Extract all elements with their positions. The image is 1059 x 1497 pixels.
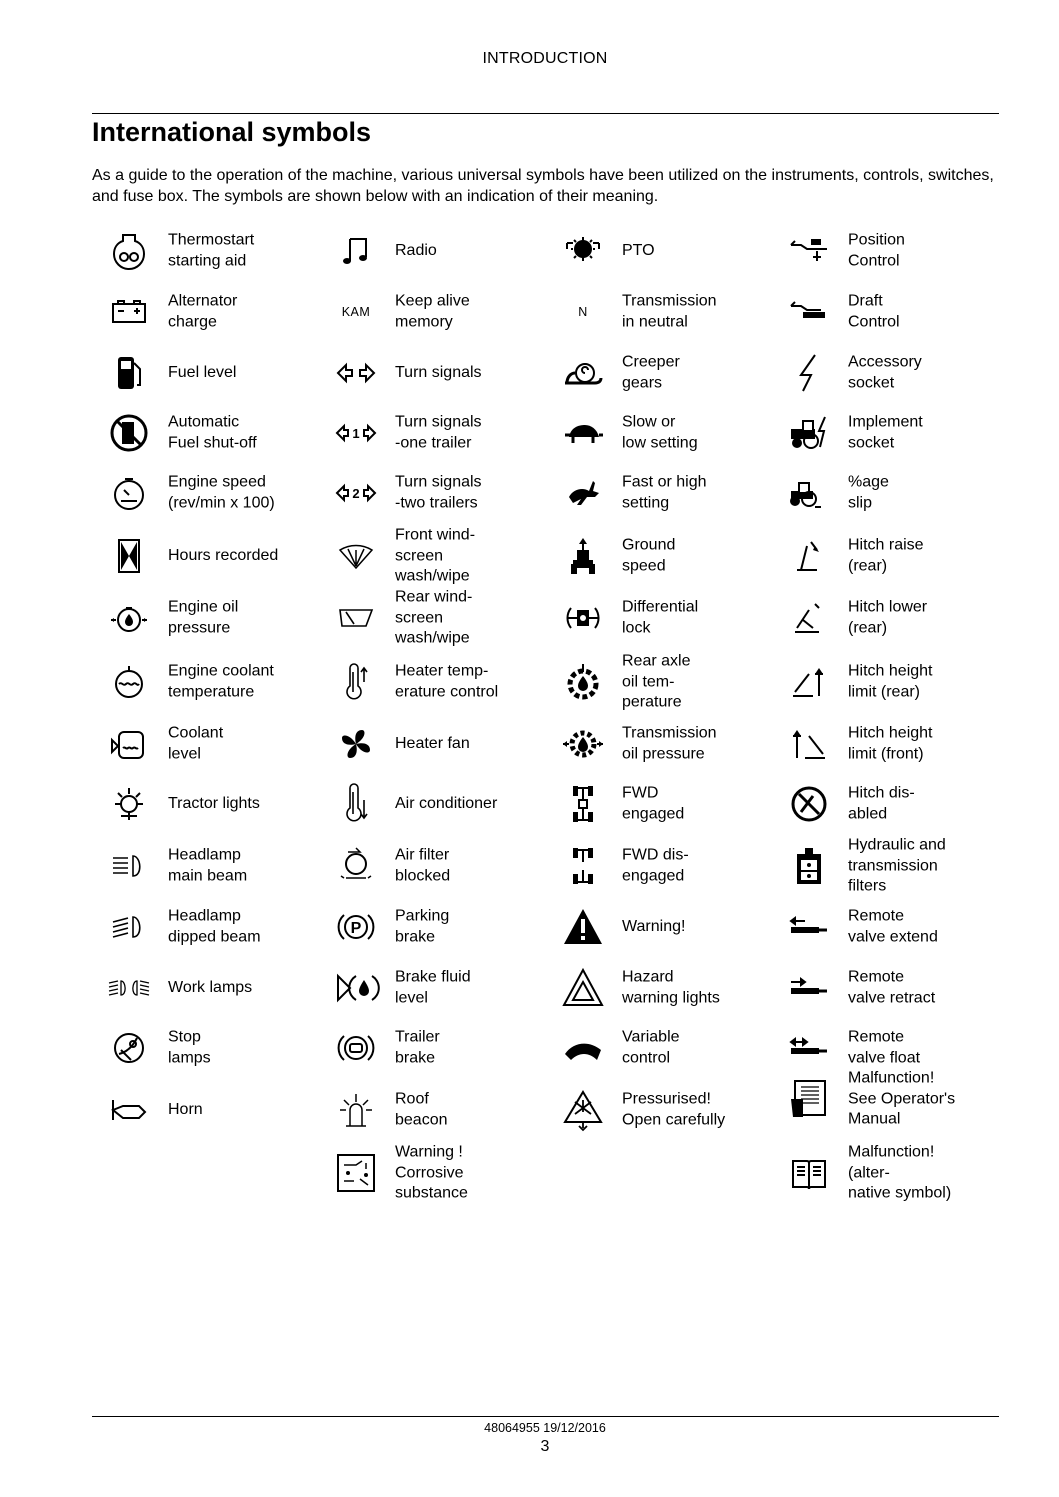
symbol-item: [108, 341, 333, 405]
position-control-icon: [780, 229, 838, 273]
diff-lock-icon: [554, 596, 612, 640]
symbol-item: [335, 834, 560, 898]
symbol-label: Differential lock: [622, 598, 699, 636]
symbol-item: [562, 524, 787, 588]
trailer-brake-icon: [327, 1026, 385, 1070]
thermostart-icon: [100, 229, 158, 273]
air-filter-icon: [327, 844, 385, 888]
symbol-icon-text: 2: [352, 486, 360, 501]
symbol-label: Stop lamps: [168, 1028, 211, 1066]
symbol-item: [788, 895, 1013, 959]
symbol-item: [788, 280, 1013, 344]
rear-washer-icon: [327, 596, 385, 640]
symbol-label: Automatic Fuel shut-off: [168, 413, 257, 451]
symbol-label: Implement socket: [848, 413, 923, 451]
section-header: INTRODUCTION: [482, 50, 608, 67]
filters-icon: [780, 844, 838, 888]
symbol-label: Hitch height limit (front): [848, 724, 933, 762]
manual-icon: [780, 1077, 838, 1121]
fwd-engaged-icon: [554, 782, 612, 826]
symbol-item: [335, 1141, 560, 1205]
heater-temp-icon: [327, 660, 385, 704]
symbol-label: Creeper gears: [622, 353, 680, 391]
symbol-item: [788, 586, 1013, 650]
symbol-label: Variable control: [622, 1028, 680, 1066]
neutral-text-icon: [554, 290, 612, 334]
symbol-label: Air conditioner: [395, 794, 498, 812]
symbol-label: Slow or low setting: [622, 413, 698, 451]
hitch-height-rear-icon: [780, 660, 838, 704]
implement-socket-icon: [780, 411, 838, 455]
symbol-icon-text: N: [578, 305, 588, 319]
bottom-rule: [92, 1416, 999, 1417]
transmission-oil-icon: [554, 722, 612, 766]
symbol-item: [108, 895, 333, 959]
symbol-item: [108, 1016, 333, 1080]
corrosive-icon: [327, 1151, 385, 1195]
symbol-item: [562, 650, 787, 714]
symbol-item: [562, 895, 787, 959]
symbol-item: [335, 1078, 560, 1142]
symbol-item: [335, 341, 560, 405]
symbol-item: [788, 1067, 1013, 1131]
symbol-label: Keep alive memory: [395, 292, 470, 330]
symbol-label: Trailer brake: [395, 1028, 440, 1066]
symbol-item: [788, 712, 1013, 776]
symbol-item: [562, 461, 787, 525]
symbol-item: [562, 1016, 787, 1080]
symbol-label: Pressurised! Open carefully: [622, 1090, 726, 1128]
fan-icon: [327, 722, 385, 766]
roof-beacon-icon: [327, 1088, 385, 1132]
symbol-label: Malfunction! (alter- native symbol): [848, 1143, 952, 1202]
page-number: 3: [540, 1438, 550, 1455]
symbol-item: [335, 650, 560, 714]
fuel-pump-icon: [100, 351, 158, 395]
symbol-item: [562, 341, 787, 405]
symbol-item: [788, 341, 1013, 405]
symbol-label: Warning!: [622, 917, 686, 935]
front-washer-icon: [327, 534, 385, 578]
symbol-item: [108, 834, 333, 898]
symbol-label: Fuel level: [168, 363, 237, 381]
symbol-label: Position Control: [848, 231, 905, 269]
symbol-label: Turn signals -two trailers: [395, 473, 482, 511]
symbol-item: [108, 586, 333, 650]
symbol-icon-text: 1: [352, 426, 360, 441]
work-lamps-icon: [100, 966, 158, 1010]
symbol-item: [335, 772, 560, 836]
symbol-label: Remote valve extend: [848, 907, 938, 945]
symbol-label: Work lamps: [168, 978, 253, 996]
symbol-item: [335, 401, 560, 465]
symbol-label: Remote valve retract: [848, 968, 936, 1006]
symbol-item: [108, 712, 333, 776]
symbol-label: Heater fan: [395, 734, 470, 752]
symbol-item: [108, 524, 333, 588]
symbol-label: Turn signals -one trailer: [395, 413, 482, 451]
fuel-shutoff-icon: [100, 411, 158, 455]
symbol-label: Turn signals: [395, 363, 482, 381]
headlamp-dipped-icon: [100, 905, 158, 949]
symbol-label: Front wind- screen wash/wipe: [395, 526, 476, 585]
symbol-label: Malfunction! See Operator's Manual: [848, 1069, 956, 1128]
symbol-item: [562, 834, 787, 898]
coolant-level-icon: [100, 722, 158, 766]
hitch-lower-icon: [780, 596, 838, 640]
symbol-item: [108, 401, 333, 465]
symbol-label: Radio: [395, 241, 437, 259]
symbol-label: Air filter blocked: [395, 846, 451, 884]
symbol-label: Hydraulic and transmission filters: [848, 836, 946, 895]
symbol-icon-text: P: [350, 920, 362, 937]
variable-control-icon: [554, 1026, 612, 1070]
valve-float-icon: [780, 1026, 838, 1070]
engine-speed-icon: [100, 471, 158, 515]
symbol-item: [335, 956, 560, 1020]
symbol-item: [335, 895, 560, 959]
symbol-label: Parking brake: [395, 907, 450, 945]
symbol-item: [335, 1016, 560, 1080]
symbol-label: Brake fluid level: [395, 968, 471, 1006]
hitch-disabled-icon: [780, 782, 838, 826]
turtle-icon: [554, 411, 612, 455]
hazard-icon: [554, 966, 612, 1010]
symbol-item: [335, 524, 560, 588]
symbol-label: Headlamp main beam: [168, 846, 248, 884]
symbol-item: [335, 219, 560, 283]
turn-signals-icon: [327, 351, 385, 395]
symbol-item: [108, 1078, 333, 1142]
symbol-label: Tractor lights: [168, 794, 260, 812]
symbol-item: [788, 524, 1013, 588]
symbol-label: Draft Control: [848, 292, 900, 330]
document-id: 48064955 19/12/2016: [484, 1421, 606, 1435]
pressurised-icon: [554, 1088, 612, 1132]
symbol-item: [788, 650, 1013, 714]
alternator-icon: [100, 290, 158, 334]
symbol-item: [562, 712, 787, 776]
hitch-raise-icon: [780, 534, 838, 578]
symbol-label: Alternator charge: [168, 292, 238, 330]
symbol-item: [335, 712, 560, 776]
hourglass-icon: [100, 534, 158, 578]
symbol-label: Heater temp- erature control: [395, 662, 499, 700]
intro-paragraph: As a guide to the operation of the machine, various universal symbols have been utilized on the instruments, controls, switches, and fuse box. The symbols are shown below with an indication of their meaning.: [92, 167, 994, 205]
symbol-label: Headlamp dipped beam: [168, 907, 261, 945]
symbol-label: Rear wind- screen wash/wipe: [395, 588, 473, 647]
snail-icon: [554, 351, 612, 395]
symbol-item: [788, 219, 1013, 283]
symbol-label: FWD engaged: [622, 784, 685, 822]
symbol-icon-text: KAM: [341, 305, 371, 319]
symbol-item: [788, 772, 1013, 836]
draft-control-icon: [780, 290, 838, 334]
pto-icon: [554, 229, 612, 273]
fwd-disengaged-icon: [554, 844, 612, 888]
symbol-item: [108, 650, 333, 714]
symbol-label: Ground speed: [622, 536, 676, 574]
symbol-label: PTO: [622, 241, 655, 259]
hare-icon: [554, 471, 612, 515]
air-conditioner-icon: [327, 782, 385, 826]
symbol-label: Hazard warning lights: [622, 968, 720, 1006]
symbol-label: Hitch height limit (rear): [848, 662, 933, 700]
symbol-item: [335, 280, 560, 344]
headlamp-main-icon: [100, 844, 158, 888]
hitch-height-front-icon: [780, 722, 838, 766]
warning-icon: [554, 905, 612, 949]
symbol-item: [788, 834, 1013, 898]
valve-extend-icon: [780, 905, 838, 949]
symbol-item: [108, 219, 333, 283]
symbol-label: Roof beacon: [395, 1090, 448, 1128]
symbol-label: Hitch dis- abled: [848, 784, 915, 822]
symbol-item: [788, 461, 1013, 525]
symbol-item: [562, 956, 787, 1020]
music-note-icon: [327, 229, 385, 273]
symbol-label: Engine coolant temperature: [168, 662, 274, 700]
kam-text-icon: [327, 290, 385, 334]
symbol-item: [562, 401, 787, 465]
stop-lamps-icon: [100, 1026, 158, 1070]
symbol-label: Warning ! Corrosive substance: [395, 1143, 468, 1202]
symbol-label: Coolant level: [168, 724, 224, 762]
oil-pressure-icon: [100, 596, 158, 640]
turn-signals-two-icon: [327, 471, 385, 515]
parking-brake-icon: [327, 905, 385, 949]
symbol-item: [562, 219, 787, 283]
symbol-label: %age slip: [848, 473, 889, 511]
symbol-label: Engine speed (rev/min x 100): [168, 473, 275, 511]
symbol-item: [108, 280, 333, 344]
symbol-item: [562, 1078, 787, 1142]
turn-signals-one-icon: [327, 411, 385, 455]
symbol-item: [108, 772, 333, 836]
ground-speed-icon: [554, 534, 612, 578]
symbol-item: [108, 461, 333, 525]
tractor-lights-icon: [100, 782, 158, 826]
symbol-item: [788, 1141, 1013, 1205]
symbol-label: Horn: [168, 1100, 203, 1118]
slip-icon: [780, 471, 838, 515]
symbol-label: Transmission in neutral: [622, 292, 717, 330]
symbol-label: Transmission oil pressure: [622, 724, 717, 762]
valve-retract-icon: [780, 966, 838, 1010]
symbol-label: Remote valve float: [848, 1028, 921, 1066]
symbol-label: FWD dis- engaged: [622, 846, 689, 884]
lightning-icon: [780, 351, 838, 395]
symbol-label: Fast or high setting: [622, 473, 707, 511]
book-icon: [780, 1151, 838, 1195]
symbol-item: [562, 280, 787, 344]
symbol-label: Engine oil pressure: [168, 598, 239, 636]
page-title: International symbols: [92, 117, 372, 147]
rear-axle-oil-icon: [554, 660, 612, 704]
symbol-label: Hitch lower (rear): [848, 598, 928, 636]
symbol-item: [335, 586, 560, 650]
symbol-label: Rear axle oil tem- perature: [622, 652, 691, 711]
symbol-label: Accessory socket: [848, 353, 922, 391]
brake-fluid-icon: [327, 966, 385, 1010]
symbol-label: Thermostart starting aid: [168, 231, 255, 269]
symbol-item: [108, 956, 333, 1020]
symbol-label: Hours recorded: [168, 546, 279, 564]
symbol-item: [788, 956, 1013, 1020]
symbol-item: [788, 401, 1013, 465]
top-rule: [92, 113, 999, 114]
coolant-temp-icon: [100, 660, 158, 704]
symbol-item: [335, 461, 560, 525]
symbol-item: [562, 772, 787, 836]
symbol-label: Hitch raise (rear): [848, 536, 924, 574]
symbol-item: [562, 586, 787, 650]
horn-icon: [100, 1088, 158, 1132]
